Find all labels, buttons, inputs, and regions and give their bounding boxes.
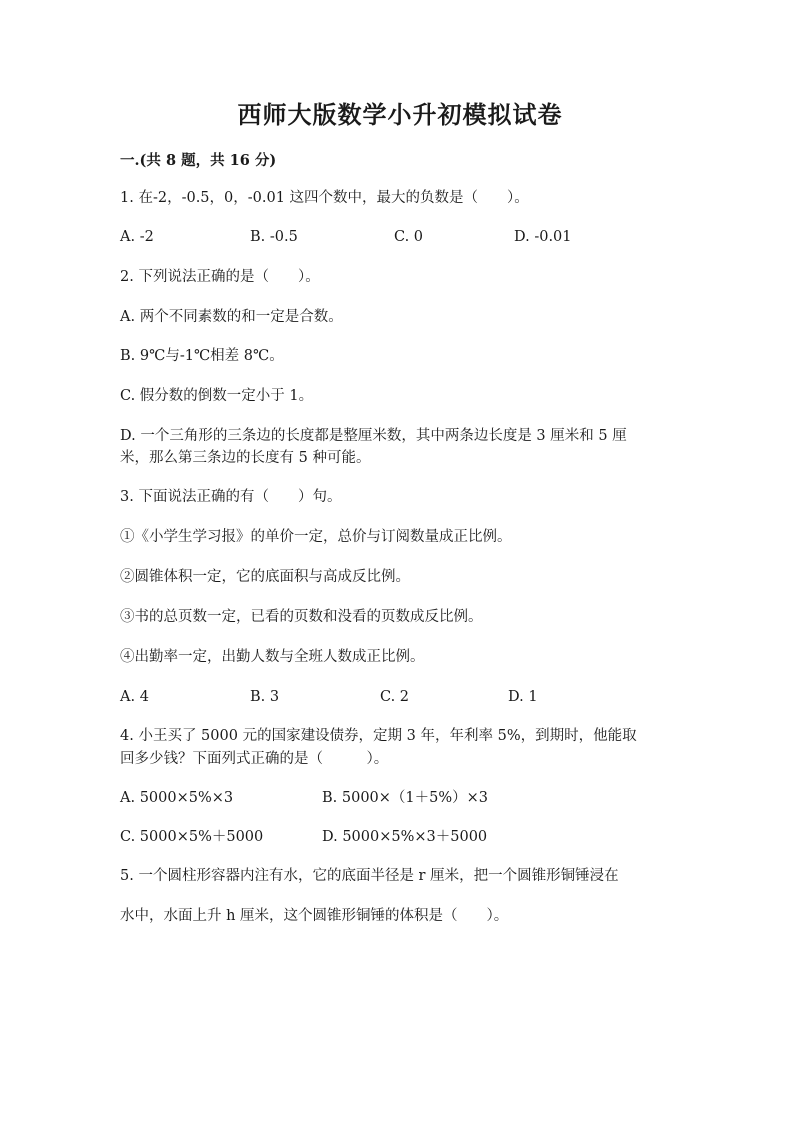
question-3-statement-3: ③书的总页数一定，已看的页数和没看的页数成反比例。 bbox=[120, 609, 483, 625]
question-3-option-b: B. 3 bbox=[250, 689, 280, 705]
question-4-stem: 4. 小王买了 5000 元的国家建设债券，定期 3 年，年利率 5%，到期时，他能取 bbox=[120, 728, 637, 744]
question-1-option-c: C. 0 bbox=[394, 229, 424, 245]
question-2-option-c: C. 假分数的倒数一定小于 1。 bbox=[120, 388, 314, 404]
section-heading: 一.(共 8 题，共 16 分) bbox=[120, 152, 277, 169]
question-4-stem-continued: 回多少钱？下面列式正确的是（ ）。 bbox=[120, 751, 389, 767]
question-3-option-d: D. 1 bbox=[508, 689, 538, 705]
question-3-option-c: C. 2 bbox=[380, 689, 410, 705]
question-2-stem: 2. 下列说法正确的是（ ）。 bbox=[120, 269, 320, 285]
question-2-option-d-continued: 米，那么第三条边的长度有 5 种可能。 bbox=[120, 450, 371, 466]
question-3-statement-1: ①《小学生学习报》的单价一定，总价与订阅数量成正比例。 bbox=[120, 529, 512, 545]
question-2-option-d: D. 一个三角形的三条边的长度都是整厘米数，其中两条边长度是 3 厘米和 5 厘 bbox=[120, 428, 627, 444]
question-1-option-d: D. -0.01 bbox=[514, 229, 572, 245]
question-4-option-b: B. 5000×（1＋5%）×3 bbox=[322, 790, 489, 806]
question-1-option-a: A. -2 bbox=[120, 229, 154, 245]
question-1-stem: 1. 在-2，-0.5，0，-0.01 这四个数中，最大的负数是（ ）。 bbox=[120, 190, 529, 206]
question-4-option-d: D. 5000×5%×3＋5000 bbox=[322, 829, 488, 845]
question-4-option-c: C. 5000×5%＋5000 bbox=[120, 829, 264, 845]
question-2-option-b: B. 9℃与-1℃相差 8℃。 bbox=[120, 348, 284, 364]
question-5-stem: 5. 一个圆柱形容器内注有水，它的底面半径是 r 厘米，把一个圆锥形铜锤浸在 bbox=[120, 868, 619, 884]
question-4-option-a: A. 5000×5%×3 bbox=[120, 790, 234, 806]
question-2-option-a: A. 两个不同素数的和一定是合数。 bbox=[120, 309, 343, 325]
question-3-stem: 3. 下面说法正确的有（ ）句。 bbox=[120, 489, 342, 505]
question-5-stem-continued: 水中，水面上升 h 厘米，这个圆锥形铜锤的体积是（ ）。 bbox=[120, 908, 509, 924]
question-3-statement-2: ②圆锥体积一定，它的底面积与高成反比例。 bbox=[120, 569, 410, 585]
question-1-option-b: B. -0.5 bbox=[250, 229, 298, 245]
question-3-option-a: A. 4 bbox=[120, 689, 149, 705]
exam-title: 西师大版数学小升初模拟试卷 bbox=[237, 100, 563, 129]
question-3-statement-4: ④出勤率一定，出勤人数与全班人数成正比例。 bbox=[120, 649, 425, 665]
